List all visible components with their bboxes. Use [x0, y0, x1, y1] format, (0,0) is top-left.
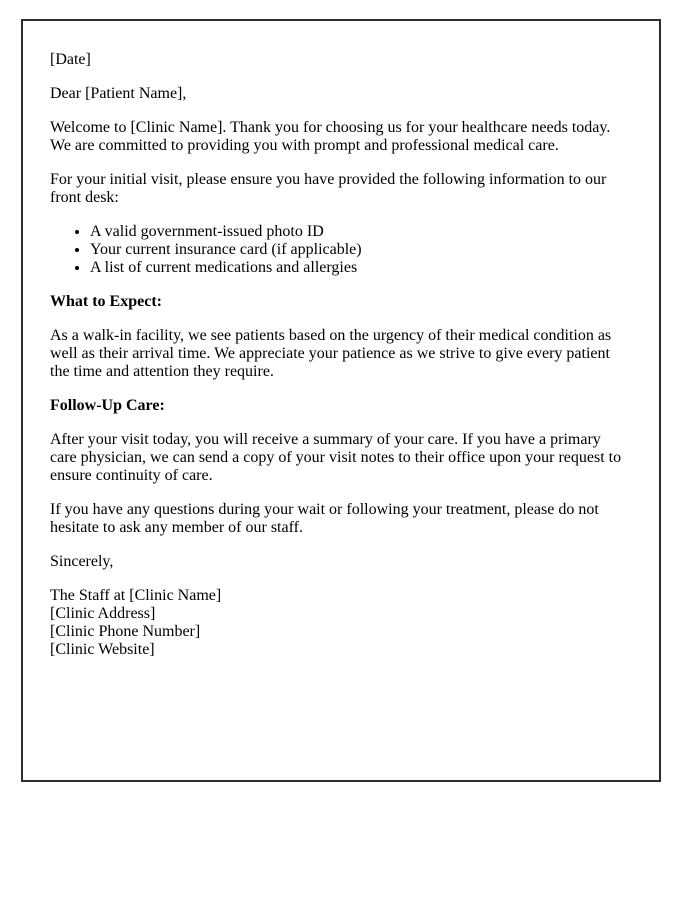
signoff: Sincerely,: [50, 553, 114, 570]
checklist-item: • A list of current medications and allergies: [90, 259, 629, 277]
checklist: [50, 223, 629, 277]
date-line: [Date]: [50, 51, 91, 68]
questions-paragraph: If you have any questions during your wait or following your treatment, please do not hesitate to ask any member of our staff.: [50, 501, 599, 536]
checklist-intro: For your initial visit, please ensure you have provided the following information to our front desk:: [50, 171, 607, 206]
signature-line-clinic-staff: The Staff at [Clinic Name]: [50, 587, 222, 604]
signature-line-clinic-phone: [Clinic Phone Number]: [50, 623, 201, 640]
intro-paragraph: Welcome to [Clinic Name]. Thank you for choosing us for your healthcare needs today. We are committed to providing you with prompt and professional medical care.: [50, 119, 611, 154]
section-heading-what-to-expect: What to Expect:: [50, 293, 162, 310]
letter-page: [21, 19, 661, 782]
checklist-item: • Your current insurance card (if applicable): [90, 241, 629, 259]
signature-block: [50, 587, 629, 659]
salutation: Dear [Patient Name],: [50, 85, 187, 102]
checklist-item: • A valid government-issued photo ID: [90, 223, 629, 241]
section-body-what-to-expect: As a walk-in facility, we see patients based on the urgency of their medical condition as well as their arrival time. We appreciate your patience as we strive to give every patient the time and attention they require.: [50, 327, 612, 380]
section-heading-follow-up-care: Follow-Up Care:: [50, 397, 165, 414]
signature-line-clinic-address: [Clinic Address]: [50, 605, 156, 622]
signature-line-clinic-website: [Clinic Website]: [50, 641, 155, 658]
section-body-follow-up-care: After your visit today, you will receive a summary of your care. If you have a primary care physician, we can send a copy of your visit notes to their office upon your request to ensure continuity of care.: [50, 431, 622, 484]
